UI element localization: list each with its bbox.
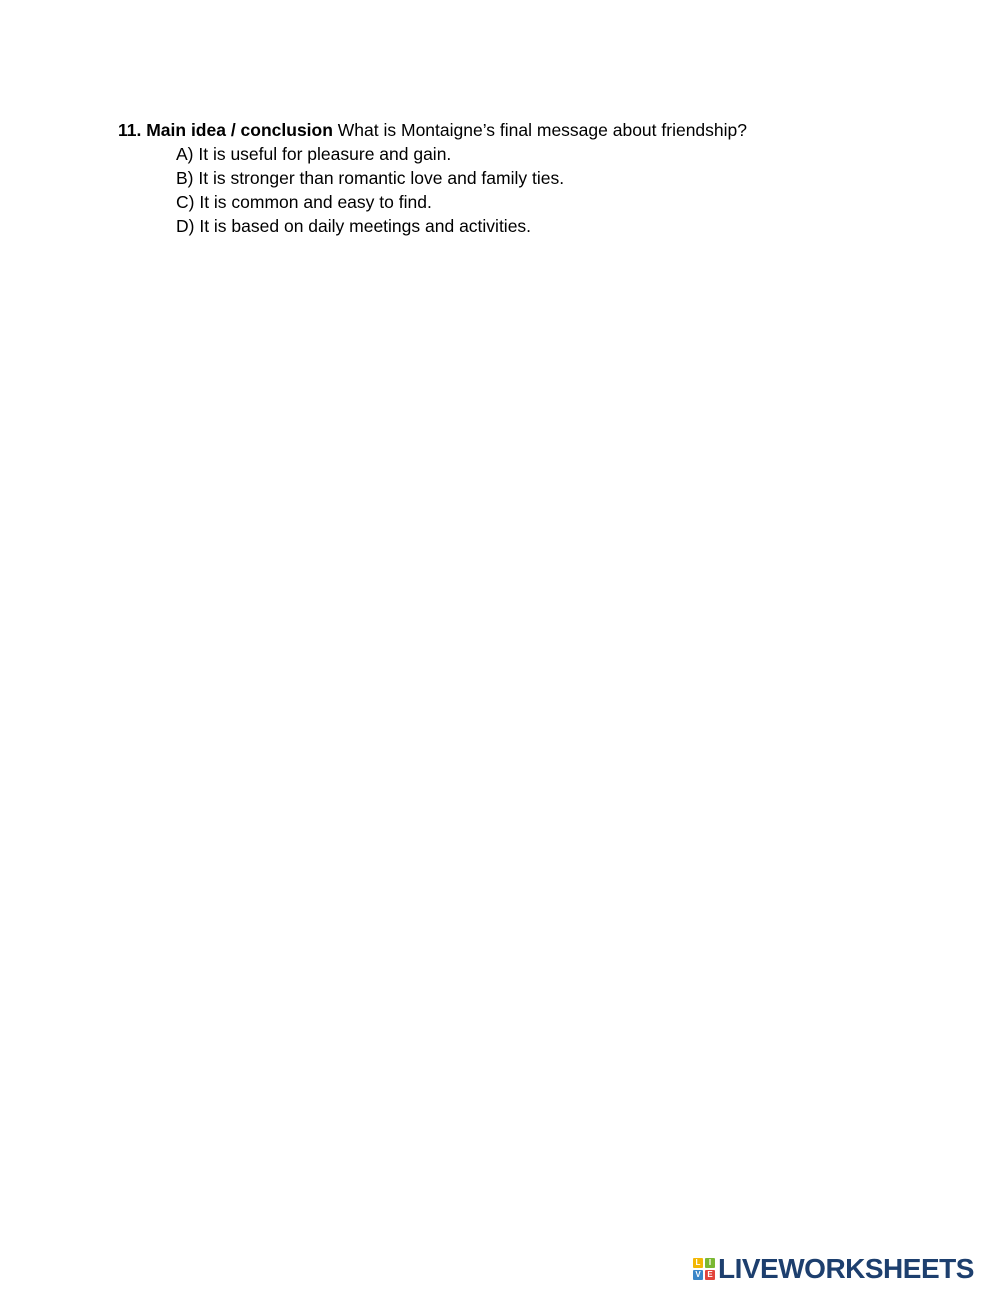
logo-letter-e: E (705, 1270, 715, 1280)
question-stem (118, 118, 938, 142)
option-d: D) It is based on daily meetings and activities. (176, 216, 532, 236)
liveworksheets-brand (693, 1253, 974, 1284)
option-a: A) It is useful for pleasure and gain. (176, 144, 452, 164)
question-text: What is Montaigne’s final message about friendship? (332, 120, 748, 140)
logo-letter-l: L (693, 1258, 703, 1268)
question-11 (118, 118, 938, 238)
option-c: C) It is common and easy to find. (176, 192, 432, 212)
logo-letter-i: I (705, 1258, 715, 1268)
brand-name: LIVEWORKSHEETS (718, 1253, 974, 1284)
option-b: B) It is stronger than romantic love and family ties. (176, 168, 565, 188)
liveworksheets-logo-icon (693, 1258, 715, 1280)
question-heading: 11. Main idea / conclusion (118, 120, 333, 140)
answer-options (118, 142, 938, 238)
logo-letter-v: V (693, 1270, 703, 1280)
